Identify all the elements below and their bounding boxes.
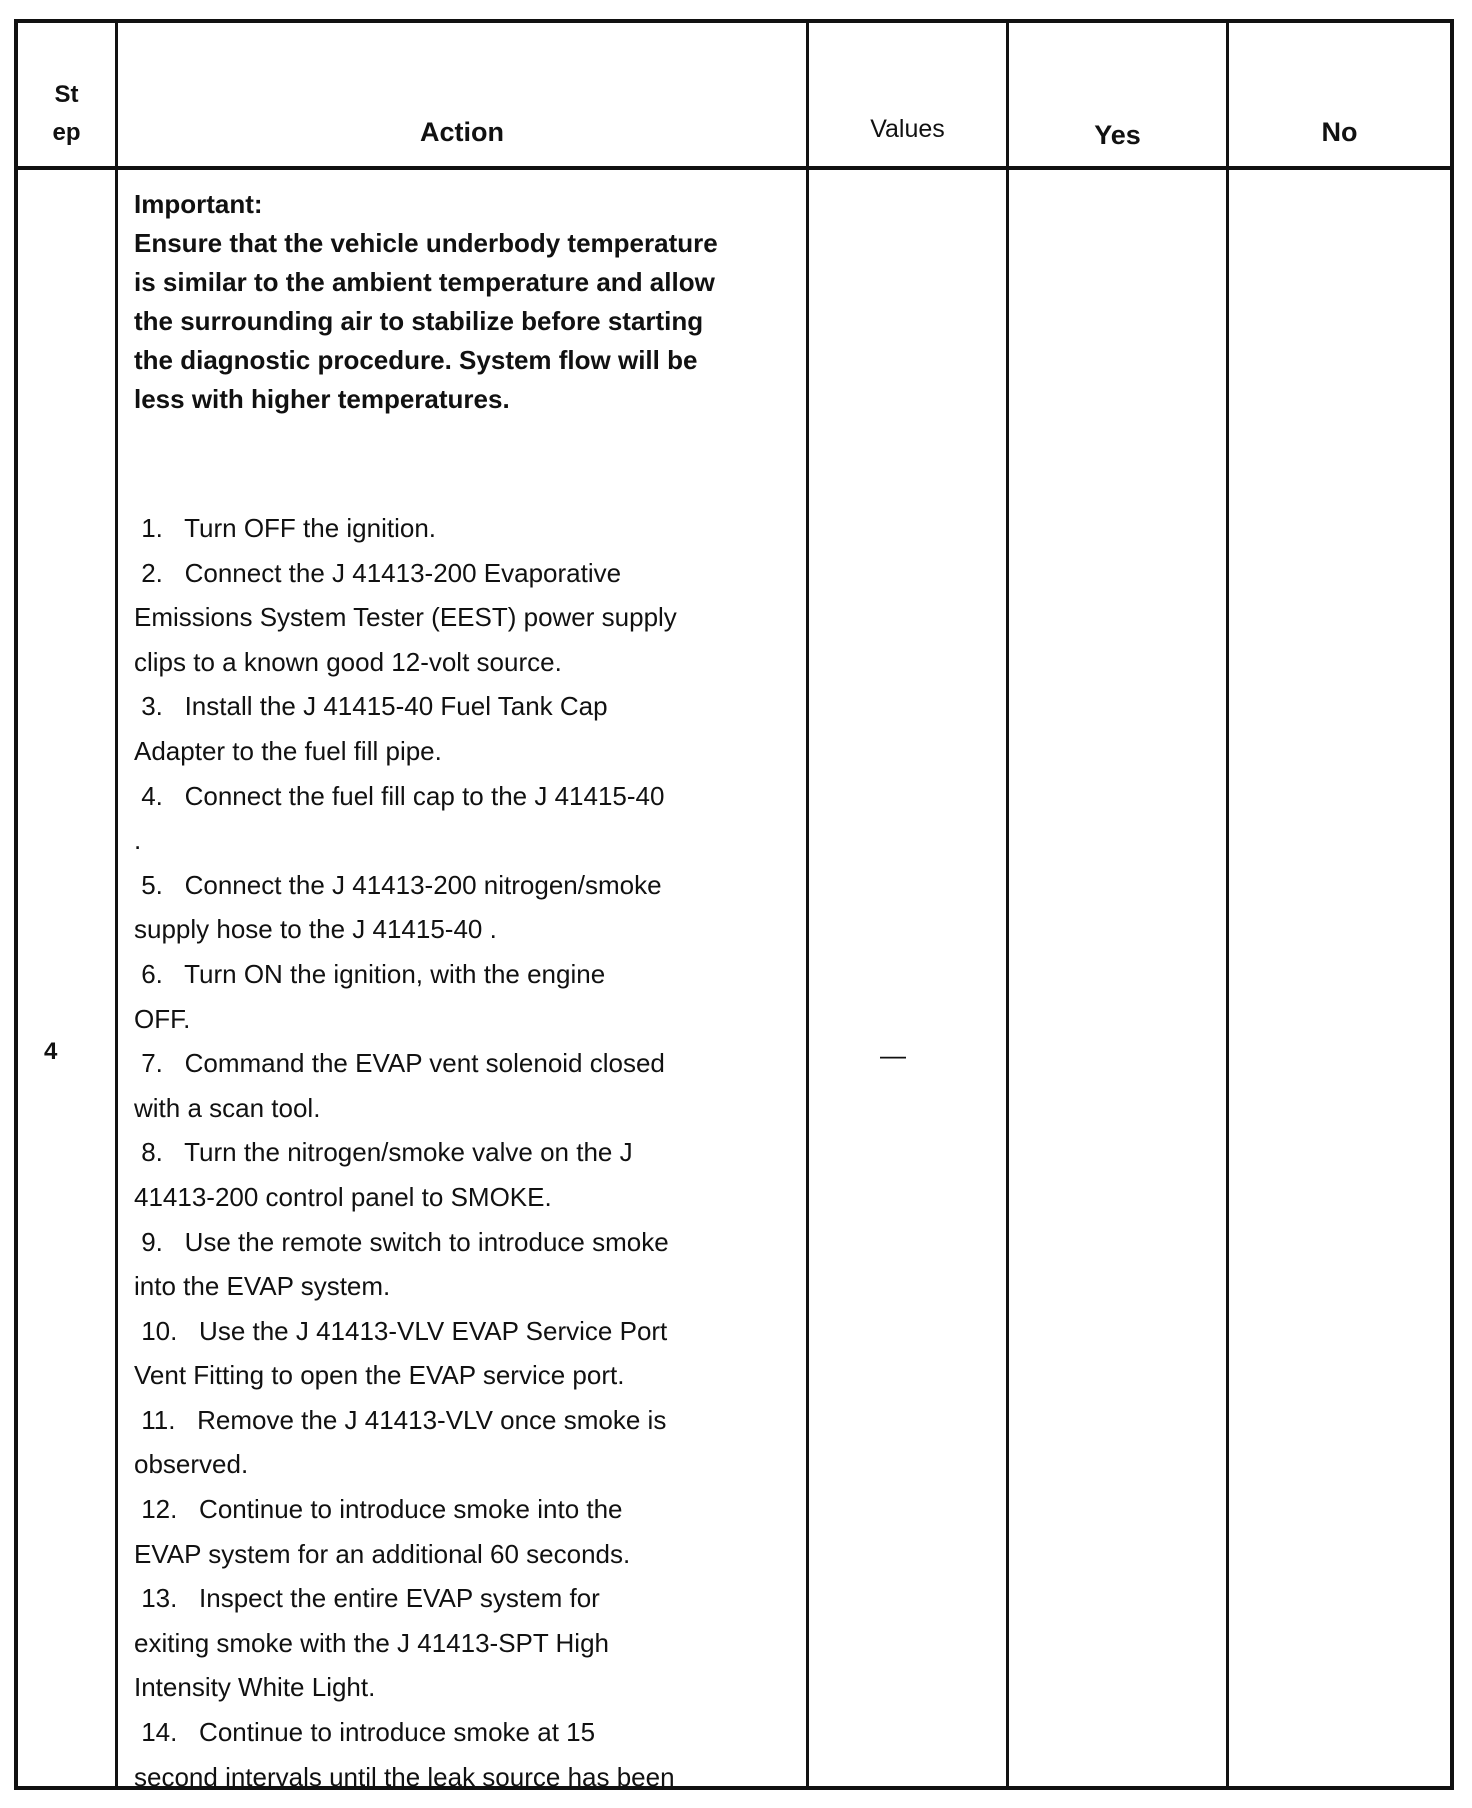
header-no: No [1321, 117, 1358, 147]
header-values: Values [870, 115, 945, 143]
action-line: 9. Use the remote switch to introduce smoke [134, 1226, 669, 1257]
action-line: OFF. [134, 1003, 191, 1034]
important-line: the surrounding air to stabilize before starting [134, 306, 704, 336]
column-divider-no [1226, 19, 1229, 1790]
table-right-border [1450, 19, 1454, 1790]
table-top-border [14, 19, 1454, 23]
action-line: supply hose to the J 41415-40 . [134, 914, 497, 945]
action-line: 13. Inspect the entire EVAP system for [134, 1583, 600, 1614]
action-line: 10. Use the J 41413-VLV EVAP Service Port [134, 1315, 668, 1346]
important-line: Important: [134, 189, 263, 219]
action-line: Adapter to the fuel fill pipe. [134, 735, 442, 766]
action-line: EVAP system for an additional 60 seconds. [134, 1538, 631, 1569]
action-line: 6. Turn ON the ignition, with the engine [134, 958, 606, 989]
action-line: with a scan tool. [134, 1092, 321, 1123]
important-line: less with higher temperatures. [134, 384, 510, 414]
table-left-border [14, 19, 18, 1790]
action-line: Vent Fitting to open the EVAP service port. [134, 1360, 625, 1391]
action-line: 4. Connect the fuel fill cap to the J 41415-40 [134, 780, 665, 811]
action-line: 2. Connect the J 41413-200 Evaporative [134, 557, 622, 588]
action-line: exiting smoke with the J 41413-SPT High [134, 1627, 609, 1658]
important-line: Ensure that the vehicle underbody temperature [134, 228, 718, 258]
important-notice [134, 185, 774, 419]
header-action: Action [420, 117, 504, 147]
action-line: 1. Turn OFF the ignition. [134, 513, 437, 543]
action-line: into the EVAP system. [134, 1271, 391, 1302]
column-divider-action [115, 19, 118, 1790]
header-bottom-border [14, 166, 1454, 170]
values-cell: — [880, 1040, 906, 1070]
action-line: 14. Continue to introduce smoke at 15 [134, 1717, 596, 1748]
action-line: clips to a known good 12-volt source. [134, 646, 562, 677]
header-yes: Yes [1094, 120, 1141, 150]
action-line: second intervals until the leak source has been [134, 1761, 675, 1792]
action-line: 41413-200 control panel to SMOKE. [134, 1181, 552, 1212]
action-line: . [134, 825, 142, 856]
action-steps [134, 506, 774, 1799]
header-step-line2: ep [52, 119, 81, 146]
action-line: 7. Command the EVAP vent solenoid closed [134, 1048, 665, 1079]
header-step [18, 76, 115, 152]
header-step-line1: St [54, 81, 79, 108]
action-line: 11. Remove the J 41413-VLV once smoke is [134, 1404, 667, 1435]
action-line: Intensity White Light. [134, 1672, 376, 1703]
action-line: 12. Continue to introduce smoke into the [134, 1494, 623, 1525]
action-line: observed. [134, 1449, 249, 1480]
important-line: the diagnostic procedure. System flow will be [134, 345, 698, 375]
action-line: 8. Turn the nitrogen/smoke valve on the J [134, 1137, 633, 1168]
column-divider-values [806, 19, 809, 1790]
action-line: 5. Connect the J 41413-200 nitrogen/smoke [134, 869, 662, 900]
column-divider-yes [1006, 19, 1009, 1790]
action-line: Emissions System Tester (EEST) power supply [134, 602, 677, 633]
step-number: 4 [44, 1038, 58, 1065]
action-line: 3. Install the J 41415-40 Fuel Tank Cap [134, 691, 608, 722]
important-line: is similar to the ambient temperature and allow [134, 267, 715, 297]
